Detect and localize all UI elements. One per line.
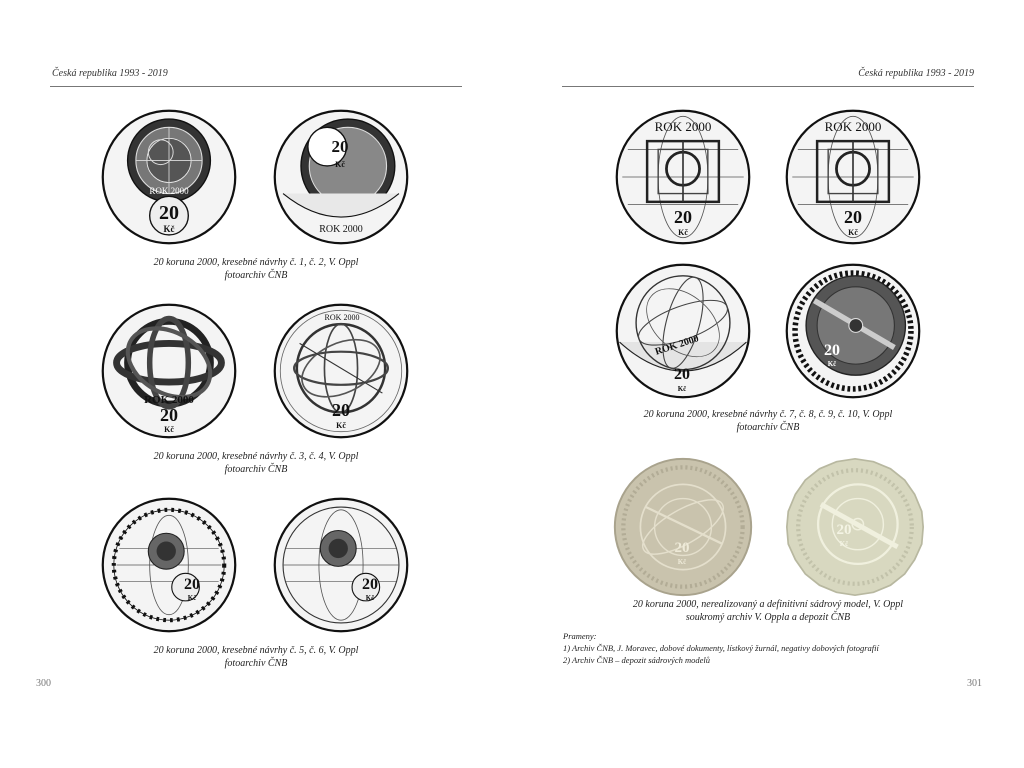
plaster1-currency: Kč <box>677 558 687 566</box>
coin10-denomination: 20 <box>824 342 840 359</box>
coin-design-6 <box>272 496 410 634</box>
coin2-currency: Kč <box>335 160 345 169</box>
running-header-right: Česká republika 1993 - 2019 <box>858 68 974 79</box>
coin3-denomination: 20 <box>160 405 178 425</box>
header-rule-left <box>50 86 462 87</box>
caption-designs-7-10: 20 koruna 2000, kresebné návrhy č. 7, č. 8, č. 9, č. 10, V. Oppl fotoarchiv ČNB <box>643 409 893 433</box>
coin2-denomination: 20 <box>331 137 349 156</box>
caption-designs-1-2: 20 koruna 2000, kresebné návrhy č. 1, č. 2, V. Oppl fotoarchiv ČNB <box>153 257 359 281</box>
coin-design-10 <box>784 262 922 400</box>
coin5-currency: Kč <box>187 594 197 602</box>
plaster2-denomination: 20 <box>836 522 852 538</box>
plaster-model-unrealized <box>612 456 754 598</box>
coin7-denomination: 20 <box>674 207 692 227</box>
coin7-year: ROK 2000 <box>654 119 712 134</box>
page-number-left: 300 <box>36 678 51 689</box>
coin9-currency: Kč <box>677 385 687 393</box>
header-rule-right <box>562 86 974 87</box>
page-number-right: 301 <box>967 678 982 689</box>
coin5-denomination: 20 <box>184 576 200 593</box>
coin4-denomination: 20 <box>332 400 350 420</box>
source-item-1: 1) Archiv ČNB, J. Moravec, dobové dokumenty, lístkový žurnál, negativy dobových fotografií <box>563 643 879 653</box>
coin1-currency: Kč <box>163 224 175 234</box>
coin8-currency: Kč <box>848 228 858 237</box>
coin9-denomination: 20 <box>674 366 690 383</box>
plaster2-currency: Kč <box>839 540 849 548</box>
running-header-left: Česká republika 1993 - 2019 <box>52 68 168 79</box>
sources-list <box>563 630 879 666</box>
coin2-year: ROK 2000 <box>319 224 363 235</box>
coin6-denomination: 20 <box>362 576 378 593</box>
coin6-currency: Kč <box>365 594 375 602</box>
coin-design-5 <box>100 496 238 634</box>
coin7-currency: Kč <box>678 228 688 237</box>
coin8-year: ROK 2000 <box>824 119 882 134</box>
coin4-currency: Kč <box>336 421 346 430</box>
coin3-currency: Kč <box>164 425 174 434</box>
coin4-year: ROK 2000 <box>324 313 360 322</box>
coin3-year: ROK 2000 <box>144 394 194 406</box>
caption-designs-5-6: 20 koruna 2000, kresebné návrhy č. 5, č. 6, V. Oppl fotoarchiv ČNB <box>153 645 359 669</box>
caption-plaster-models: 20 koruna 2000, nerealizovaný a definitivní sádrový model, V. Oppl soukromý archiv V. Oppla a depozit ČNB <box>632 599 904 623</box>
coin9-year: ROK 2000 <box>653 333 701 358</box>
caption-designs-3-4: 20 koruna 2000, kresebné návrhy č. 3, č. 4, V. Oppl fotoarchiv ČNB <box>153 451 359 475</box>
plaster1-denomination: 20 <box>674 540 690 556</box>
coin10-currency: Kč <box>827 360 837 368</box>
source-item-2: 2) Archiv ČNB – depozit sádrových modelů <box>563 655 710 665</box>
right-page <box>512 0 1024 768</box>
coin1-year: ROK 2000 <box>149 186 189 196</box>
coin1-denomination: 20 <box>159 202 179 224</box>
coin8-denomination: 20 <box>844 207 862 227</box>
sources-title: Prameny: <box>563 631 597 641</box>
